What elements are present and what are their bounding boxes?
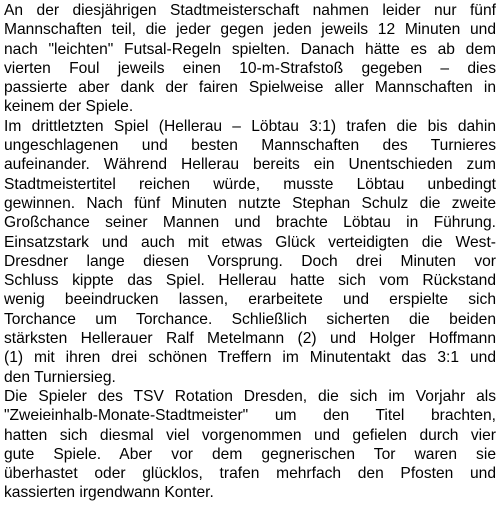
text-line: hatten sich diesmal viel vorgenommen und gefielen durch vier bbox=[4, 426, 496, 444]
text-line: kassierten irgendwann Konter. bbox=[4, 484, 214, 502]
text-line: wenig beeindrucken lassen, erarbeitete und erspielte sich bbox=[4, 291, 496, 309]
text-line: Dresdner lange diesen Vorsprung. Doch drei Minuten vor bbox=[4, 252, 496, 270]
text-line: den Turniersieg. bbox=[4, 368, 116, 386]
text-line: gewinnen. Nach fünf Minuten nutzte Stephan Schulz die zweite bbox=[4, 194, 496, 212]
text-line: (1) mit ihren drei schönen Treffern im Minutentakt das 3:1 und bbox=[4, 349, 496, 367]
text-line: Großchance seiner Mannen und brachte Löbtau in Führung. bbox=[4, 214, 496, 232]
text-line: Torchance um Torchance. Schließlich sicherten die beiden bbox=[4, 310, 496, 328]
text-line: keinem der Spiele. bbox=[4, 98, 134, 116]
text-line: Mannschaften teil, die jeder gegen jeden jeweils 12 Minuten und bbox=[4, 21, 496, 39]
text-line: Schluss kippte das Spiel. Hellerau hatte sich vom Rückstand bbox=[4, 272, 496, 290]
text-line: Einsatzstark und auch mit etwas Glück verteidigten die West- bbox=[4, 233, 496, 251]
article-body bbox=[4, 1, 496, 503]
text-line: gute Spiele. Aber vor dem gegnerischen Tor waren sie bbox=[4, 445, 496, 463]
text-line: passierte aber dank der fairen Spielweise aller Mannschaften in bbox=[4, 79, 496, 97]
text-line: nach "leichten" Futsal-Regeln spielten. Danach hätte es ab dem bbox=[4, 40, 496, 58]
text-line: "Zweieinhalb-Monate-Stadtmeister" um den Titel brachten, bbox=[4, 407, 496, 425]
text-line: Die Spieler des TSV Rotation Dresden, die sich im Vorjahr als bbox=[4, 387, 496, 405]
text-line: Im drittletzten Spiel (Hellerau – Löbtau 3:1) trafen die bis dahin bbox=[4, 117, 496, 135]
text-line: Stadtmeistertitel reichen würde, musste Löbtau unbedingt bbox=[4, 175, 496, 193]
text-line: überhastet oder glücklos, trafen mehrfach den Pfosten und bbox=[4, 465, 496, 483]
paragraph-decisive-match bbox=[4, 117, 496, 387]
paragraph-tsv-rotation bbox=[4, 387, 496, 503]
text-line: aufeinander. Während Hellerau bereits ein Unentschieden zum bbox=[4, 156, 496, 174]
text-line: stärksten Hellerauer Ralf Metelmann (2) und Holger Hoffmann bbox=[4, 330, 496, 348]
text-line: ungeschlagenen und besten Mannschaften des Turnieres bbox=[4, 137, 496, 155]
paragraph-tournament-format bbox=[4, 1, 496, 117]
text-line: An der diesjährigen Stadtmeisterschaft nahmen leider nur fünf bbox=[4, 2, 496, 19]
text-line: vierten Foul jeweils einen 10-m-Strafstoß gegeben – dies bbox=[4, 59, 496, 77]
